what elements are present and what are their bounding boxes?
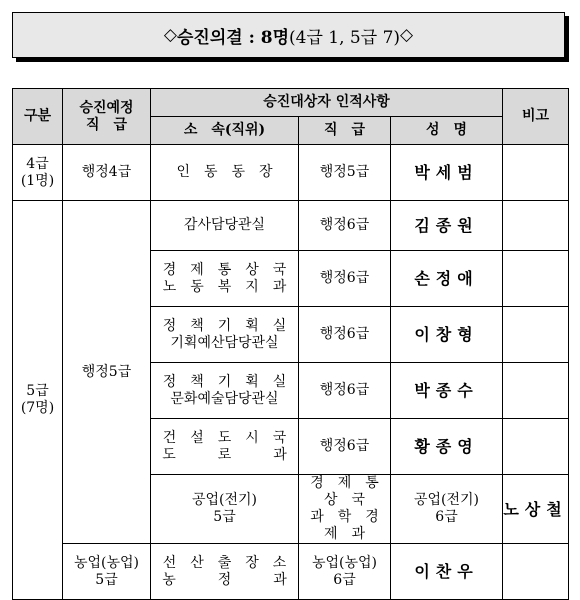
grade-line2: 6급 <box>435 509 458 525</box>
row-grade <box>391 475 503 544</box>
title-box <box>12 12 565 58</box>
row-grade: 행정6급 <box>299 201 391 251</box>
row-grade: 행정5급 <box>299 145 391 201</box>
affiliation-line1: 감사담당관실 <box>183 217 266 233</box>
row-name: 이찬우 <box>391 544 503 600</box>
row-grade: 행정6급 <box>299 419 391 475</box>
title-prefix: ◇ <box>163 25 177 45</box>
row-grade: 행정6급 <box>299 363 391 419</box>
group-4-line1: 4급 <box>26 155 49 172</box>
row-name: 노상철 <box>503 475 569 544</box>
row-affiliation <box>151 201 299 251</box>
planned-industry-line2: 5급 <box>213 509 236 525</box>
grade-line2: 6급 <box>333 571 356 588</box>
row-remarks <box>503 145 569 201</box>
group-5급 <box>13 201 63 600</box>
group-4급 <box>13 145 63 201</box>
affiliation-line2: 농 정 과 <box>162 571 287 588</box>
planned-admin5: 행정5급 <box>63 201 151 544</box>
affiliation-line1: 선 산 출 장 소 <box>162 554 287 571</box>
header-grade: 직 급 <box>299 117 391 145</box>
row-name: 이창형 <box>391 307 503 363</box>
grade-line1: 공업(전기) <box>413 492 480 508</box>
header-affiliation: 소 속(직위) <box>151 117 299 145</box>
row-remarks <box>503 544 569 600</box>
row-affiliation <box>151 145 299 201</box>
row-name: 황종영 <box>391 419 503 475</box>
title-suffix: ◇ <box>400 25 414 45</box>
header-planned-grade <box>63 89 151 145</box>
row-name: 김종원 <box>391 201 503 251</box>
planned-agri <box>63 544 151 600</box>
row-affiliation <box>151 251 299 307</box>
row-name: 박종수 <box>391 363 503 419</box>
affiliation-line1: 인 동 동 장 <box>176 164 273 180</box>
row-remarks <box>503 307 569 363</box>
planned-agri-line1: 농업(농업) <box>73 554 140 571</box>
row-grade: 행정6급 <box>299 251 391 307</box>
planned-admin4: 행정4급 <box>63 145 151 201</box>
header-planned-grade-line2: 직 급 <box>85 116 128 133</box>
affiliation-line1: 정 책 기 획 실 <box>162 373 287 390</box>
row-affiliation <box>151 307 299 363</box>
header-candidate-info: 승진대상자 인적사항 <box>151 89 503 117</box>
group-5-line2: (7명) <box>20 400 55 416</box>
row-remarks <box>503 419 569 475</box>
row-affiliation <box>151 419 299 475</box>
header-planned-grade-line1: 승진예정 <box>79 99 134 116</box>
affiliation-line2: 문화예술담당관실 <box>170 390 279 407</box>
row-affiliation <box>151 544 299 600</box>
promotion-table <box>12 88 569 600</box>
affiliation-line2: 기획예산담당관실 <box>170 334 279 351</box>
row-affiliation <box>151 363 299 419</box>
row-grade: 행정6급 <box>299 307 391 363</box>
row-remarks <box>503 251 569 307</box>
header-category: 구분 <box>13 89 63 145</box>
planned-industry-line1: 공업(전기) <box>191 492 258 508</box>
header-remarks: 비고 <box>503 89 569 145</box>
planned-industry <box>151 475 299 544</box>
grade-line1: 농업(농업) <box>311 554 378 571</box>
affiliation-line1: 경 제 통 상 국 <box>310 475 393 508</box>
affiliation-line1: 경 제 통 상 국 <box>162 261 287 278</box>
title-detail: (4급 1, 5급 7) <box>289 27 401 48</box>
affiliation-line1: 정 책 기 획 실 <box>162 317 287 334</box>
header-name: 성 명 <box>391 117 503 145</box>
affiliation-line2: 노 동 복 지 과 <box>162 278 287 295</box>
planned-agri-line2: 5급 <box>95 571 118 588</box>
affiliation-line2: 도 로 과 <box>162 446 287 463</box>
row-name: 손정애 <box>391 251 503 307</box>
group-5-line1: 5급 <box>26 383 49 399</box>
row-affiliation <box>299 475 391 544</box>
affiliation-line1: 건 설 도 시 국 <box>162 429 287 446</box>
row-grade <box>299 544 391 600</box>
title-label: 승진의결 : 8명 <box>176 27 290 48</box>
row-remarks <box>503 201 569 251</box>
row-remarks <box>503 363 569 419</box>
affiliation-line2: 과 학 경 제 과 <box>310 509 393 542</box>
row-name: 박세범 <box>391 145 503 201</box>
group-4-line2: (1명) <box>20 172 55 189</box>
